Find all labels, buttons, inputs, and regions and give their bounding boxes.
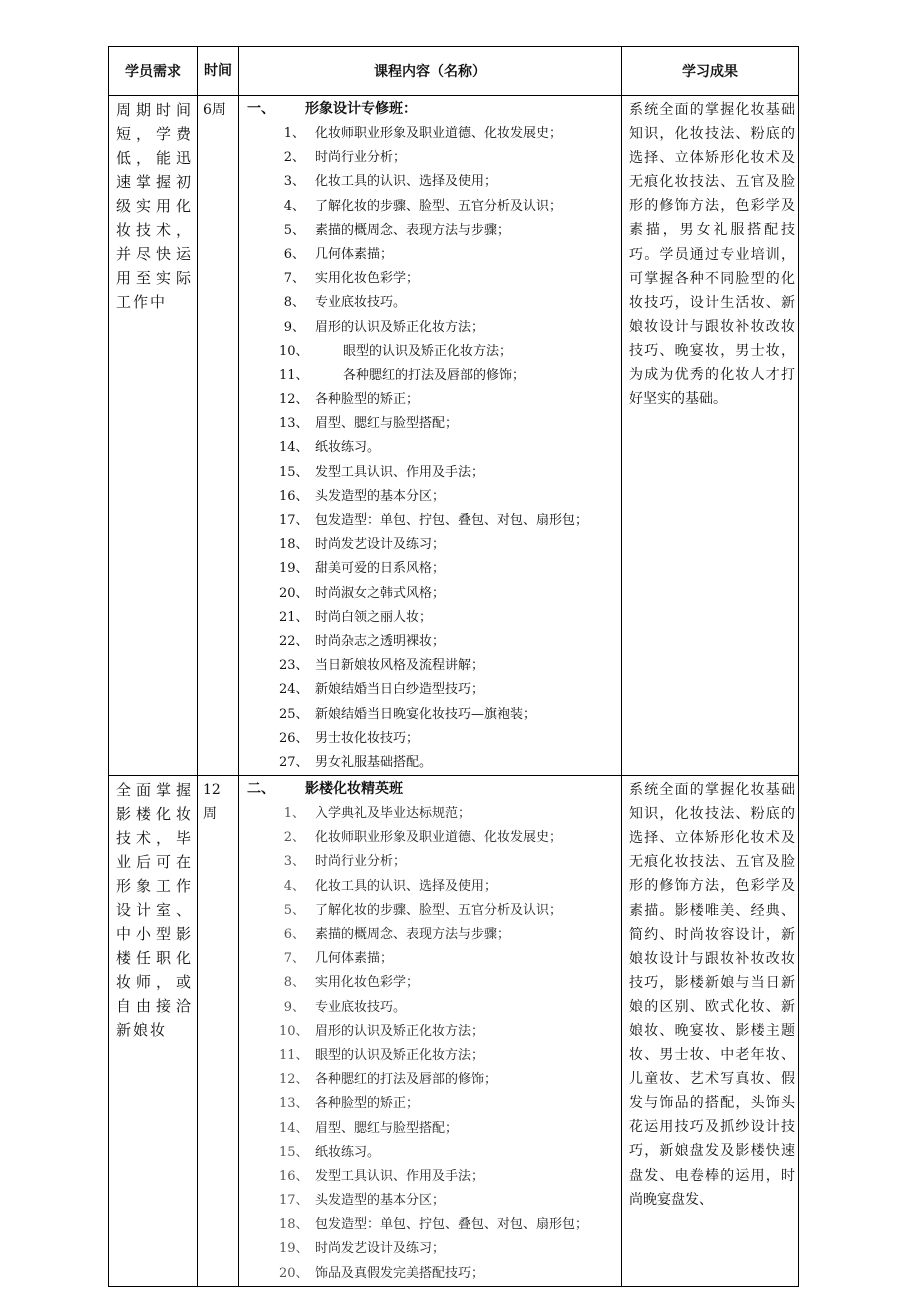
section-name: 影楼化妆精英班 bbox=[305, 781, 403, 798]
course-item bbox=[247, 727, 617, 751]
course-item bbox=[247, 947, 617, 971]
course-item-number: 2、 bbox=[283, 150, 305, 166]
table-row bbox=[109, 96, 799, 776]
course-item-number: 1、 bbox=[283, 126, 305, 141]
course-content bbox=[239, 96, 622, 776]
course-item bbox=[247, 557, 617, 581]
course-item-text: 几何体素描； bbox=[315, 246, 394, 262]
course-item-text: 素描的概周念、表现方法与步骤； bbox=[315, 222, 511, 238]
course-item-number: 26、 bbox=[279, 730, 309, 746]
course-item bbox=[247, 751, 617, 775]
course-duration: 6周 bbox=[198, 96, 239, 776]
course-item bbox=[247, 1141, 617, 1165]
course-item-text: 入学典礼及毕业达标规范； bbox=[315, 806, 472, 822]
course-item-text: 各种腮红的打法及唇部的修饰； bbox=[343, 367, 526, 383]
course-item bbox=[247, 802, 617, 826]
course-item bbox=[247, 122, 617, 146]
section-name: 形象设计专修班： bbox=[305, 101, 417, 117]
course-item-number: 5、 bbox=[283, 902, 305, 918]
course-item-text: 素描的概周念、表现方法与步骤； bbox=[315, 927, 511, 942]
section-title bbox=[247, 98, 617, 122]
course-item-number: 5、 bbox=[283, 222, 305, 238]
course-item bbox=[247, 1068, 617, 1092]
course-item-number: 9、 bbox=[283, 319, 305, 335]
course-item-text: 当日新娘妆风格及流程讲解； bbox=[315, 658, 485, 674]
section-title bbox=[247, 778, 617, 802]
course-item bbox=[247, 195, 617, 219]
header-result: 学习成果 bbox=[622, 47, 799, 96]
course-item-number: 18、 bbox=[279, 537, 309, 553]
course-item-number: 20、 bbox=[279, 1265, 309, 1281]
course-item-number: 18、 bbox=[279, 1217, 309, 1233]
course-item-number: 19、 bbox=[279, 561, 309, 577]
course-item bbox=[247, 996, 617, 1020]
course-item-text: 眉型、腮红与脸型搭配； bbox=[315, 416, 459, 432]
course-item-text: 时尚发艺设计及练习； bbox=[315, 537, 446, 553]
course-item-text: 时尚杂志之透明裸妆； bbox=[315, 633, 446, 649]
course-item-text: 实用化妆色彩学； bbox=[315, 975, 420, 991]
course-item-text: 发型工具认识、作用及手法； bbox=[315, 464, 485, 480]
course-item bbox=[247, 654, 617, 678]
course-item-text: 了解化妆的步骤、脸型、五官分析及认识； bbox=[315, 198, 563, 214]
course-item bbox=[247, 533, 617, 557]
course-item-number: 22、 bbox=[279, 633, 309, 649]
course-item-number: 17、 bbox=[279, 1193, 309, 1209]
course-item-text: 甜美可爱的日系风格； bbox=[315, 561, 446, 577]
course-item-number: 7、 bbox=[283, 951, 305, 967]
course-item-text: 时尚行业分析； bbox=[315, 150, 407, 166]
course-item-number: 11、 bbox=[279, 1047, 309, 1063]
course-item-number: 2、 bbox=[283, 830, 305, 846]
course-item-number: 20、 bbox=[279, 585, 309, 601]
course-item-number: 3、 bbox=[283, 854, 305, 870]
course-item-number: 12、 bbox=[279, 1072, 309, 1088]
course-item-text: 新娘结婚当日白纱造型技巧； bbox=[315, 682, 485, 698]
course-item-text: 发型工具认识、作用及手法； bbox=[315, 1168, 485, 1184]
course-item bbox=[247, 291, 617, 315]
course-item bbox=[247, 243, 617, 267]
course-item bbox=[247, 1262, 617, 1286]
course-item-number: 4、 bbox=[283, 878, 305, 894]
course-item bbox=[247, 678, 617, 702]
course-item-text: 时尚发艺设计及练习； bbox=[315, 1241, 446, 1257]
course-item-number: 17、 bbox=[279, 513, 309, 528]
course-content bbox=[239, 776, 622, 1287]
course-item bbox=[247, 630, 617, 654]
course-item bbox=[247, 340, 617, 364]
course-item-text: 专业底妆技巧。 bbox=[315, 999, 407, 1015]
course-item bbox=[247, 1117, 617, 1141]
course-item-text: 化妆师职业形象及职业道德、化妆发展史； bbox=[315, 830, 563, 846]
course-item-number: 25、 bbox=[279, 706, 309, 722]
course-item bbox=[247, 509, 617, 533]
course-item-text: 男士妆化妆技巧； bbox=[315, 730, 420, 746]
course-item bbox=[247, 364, 617, 388]
course-item-text: 实用化妆色彩学； bbox=[315, 271, 420, 287]
course-item-number: 12、 bbox=[279, 392, 309, 408]
course-item-number: 15、 bbox=[279, 464, 309, 480]
course-item bbox=[247, 412, 617, 436]
course-item bbox=[247, 146, 617, 170]
course-item bbox=[247, 485, 617, 509]
header-need: 学员需求 bbox=[109, 47, 198, 96]
course-item bbox=[247, 606, 617, 630]
course-item bbox=[247, 219, 617, 243]
course-item-number: 15、 bbox=[279, 1144, 309, 1160]
course-item-text: 眼型的认识及矫正化妆方法； bbox=[343, 343, 513, 359]
course-table bbox=[108, 46, 799, 1287]
course-item-number: 6、 bbox=[283, 927, 305, 942]
course-item bbox=[247, 1213, 617, 1237]
table-header-row bbox=[109, 47, 799, 96]
course-item bbox=[247, 1092, 617, 1116]
course-item-number: 8、 bbox=[283, 295, 305, 311]
course-item-text: 头发造型的基本分区； bbox=[315, 1193, 446, 1209]
course-item-list bbox=[247, 122, 617, 775]
student-need: 全面掌握影楼化妆技术，毕业后可在形象工作设计室、中小型影楼任职化妆师，或自由接洽新娘妆 bbox=[109, 776, 198, 1287]
course-item-text: 时尚淑女之韩式风格； bbox=[315, 585, 446, 601]
course-item bbox=[247, 971, 617, 995]
course-item-number: 10、 bbox=[279, 1023, 309, 1039]
course-item bbox=[247, 170, 617, 194]
course-item bbox=[247, 850, 617, 874]
course-item bbox=[247, 1165, 617, 1189]
course-item-text: 各种脸型的矫正； bbox=[315, 392, 420, 408]
section-number: 二、 bbox=[247, 781, 275, 798]
course-item-number: 21、 bbox=[279, 609, 309, 625]
course-item-text: 眉形的认识及矫正化妆方法； bbox=[315, 1023, 485, 1039]
course-item-number: 14、 bbox=[279, 1120, 309, 1136]
course-item-text: 饰品及真假发完美搭配技巧； bbox=[315, 1265, 485, 1281]
course-item-text: 时尚行业分析； bbox=[315, 854, 407, 870]
course-item-number: 3、 bbox=[283, 174, 305, 190]
course-item-number: 13、 bbox=[279, 1096, 309, 1112]
learning-result: 系统全面的掌握化妆基础知识，化妆技法、粉底的选择、立体矫形化妆术及无痕化妆技法、五官及脸形的修饰方法，色彩学及素描，男女礼服搭配技巧。学员通过专业培训，可掌握各种不同脸型的化妆技巧，设计生活妆、新娘妆设计与跟妆补妆改妆技巧、晚宴妆，男士妆，为成为优秀的化妆人才打好坚实的基础。 bbox=[622, 96, 799, 776]
course-item bbox=[247, 461, 617, 485]
course-item bbox=[247, 923, 617, 947]
course-item-number: 10、 bbox=[279, 343, 309, 359]
course-item-number: 9、 bbox=[283, 999, 305, 1015]
course-item-number: 7、 bbox=[283, 271, 305, 287]
course-item-text: 眉形的认识及矫正化妆方法； bbox=[315, 319, 485, 335]
learning-result: 系统全面的掌握化妆基础知识，化妆技法、粉底的选择、立体矫形化妆术及无痕化妆技法、五官及脸形的修饰方法，色彩学及素描。影楼唯美、经典、简约、时尚妆容设计，新娘妆设计与跟妆补妆改妆技巧，影楼新娘与当日新娘的区别、欧式化妆、新娘妆、晚宴妆、影楼主题妆、男士妆、中老年妆、儿童妆、艺术写真妆、假发与饰品的搭配，头饰头花运用技巧及抓纱设计技巧，新娘盘发及影楼快速盘发、电卷棒的运用，时尚晚宴盘发、 bbox=[622, 776, 799, 1287]
course-item bbox=[247, 436, 617, 460]
course-item-text: 专业底妆技巧。 bbox=[315, 295, 407, 311]
course-item-number: 8、 bbox=[283, 975, 305, 991]
course-item-text: 时尚白领之丽人妆； bbox=[315, 609, 433, 625]
table-row bbox=[109, 776, 799, 1287]
course-item-text: 新娘结婚当日晚宴化妆技巧—旗袍装； bbox=[315, 706, 537, 722]
course-item-text: 化妆师职业形象及职业道德、化妆发展史； bbox=[315, 126, 563, 141]
course-item-text: 各种脸型的矫正； bbox=[315, 1096, 420, 1112]
header-content: 课程内容（名称） bbox=[239, 47, 622, 96]
course-item-number: 23、 bbox=[279, 658, 309, 674]
course-item bbox=[247, 1189, 617, 1213]
course-item-number: 24、 bbox=[279, 682, 309, 698]
course-item-text: 纸妆练习。 bbox=[315, 440, 381, 456]
course-item bbox=[247, 316, 617, 340]
course-item-number: 27、 bbox=[279, 754, 309, 770]
course-item-text: 了解化妆的步骤、脸型、五官分析及认识； bbox=[315, 902, 563, 918]
course-item-number: 11、 bbox=[279, 367, 309, 383]
course-item-text: 各种腮红的打法及唇部的修饰； bbox=[315, 1072, 498, 1088]
course-item-number: 16、 bbox=[279, 488, 309, 504]
course-item-text: 纸妆练习。 bbox=[315, 1144, 381, 1160]
course-item bbox=[247, 267, 617, 291]
course-item-number: 16、 bbox=[279, 1168, 309, 1184]
course-item bbox=[247, 388, 617, 412]
course-item bbox=[247, 1020, 617, 1044]
course-item bbox=[247, 582, 617, 606]
course-item-text: 眼型的认识及矫正化妆方法； bbox=[315, 1047, 485, 1063]
course-item-text: 化妆工具的认识、选择及使用； bbox=[315, 174, 498, 190]
course-item bbox=[247, 703, 617, 727]
course-item bbox=[247, 826, 617, 850]
course-item-text: 包发造型：单包、拧包、叠包、对包、扇形包； bbox=[315, 513, 589, 528]
course-item bbox=[247, 899, 617, 923]
course-item-text: 化妆工具的认识、选择及使用； bbox=[315, 878, 498, 894]
course-item-number: 19、 bbox=[279, 1241, 309, 1257]
course-item-list bbox=[247, 802, 617, 1286]
course-item-number: 6、 bbox=[283, 246, 305, 262]
course-duration: 12周 bbox=[198, 776, 239, 1287]
course-item-number: 4、 bbox=[283, 198, 305, 214]
course-item-number: 13、 bbox=[279, 416, 309, 432]
course-item-number: 14、 bbox=[279, 440, 309, 456]
course-item bbox=[247, 1044, 617, 1068]
header-time: 时间 bbox=[198, 47, 239, 96]
course-item-text: 眉型、腮红与脸型搭配； bbox=[315, 1120, 459, 1136]
course-item-number: 1、 bbox=[283, 806, 305, 822]
course-item-text: 头发造型的基本分区； bbox=[315, 488, 446, 504]
course-table-page bbox=[108, 46, 798, 1287]
student-need: 周期时间短，学费低，能迅速掌握初级实用化妆技术，并尽快运用至实际工作中 bbox=[109, 96, 198, 776]
course-item bbox=[247, 1237, 617, 1261]
section-number: 一、 bbox=[247, 101, 275, 117]
course-item-text: 男女礼服基础搭配。 bbox=[315, 754, 433, 770]
course-item-text: 包发造型：单包、拧包、叠包、对包、扇形包； bbox=[315, 1217, 589, 1233]
course-item bbox=[247, 875, 617, 899]
course-item-text: 几何体素描； bbox=[315, 951, 394, 967]
